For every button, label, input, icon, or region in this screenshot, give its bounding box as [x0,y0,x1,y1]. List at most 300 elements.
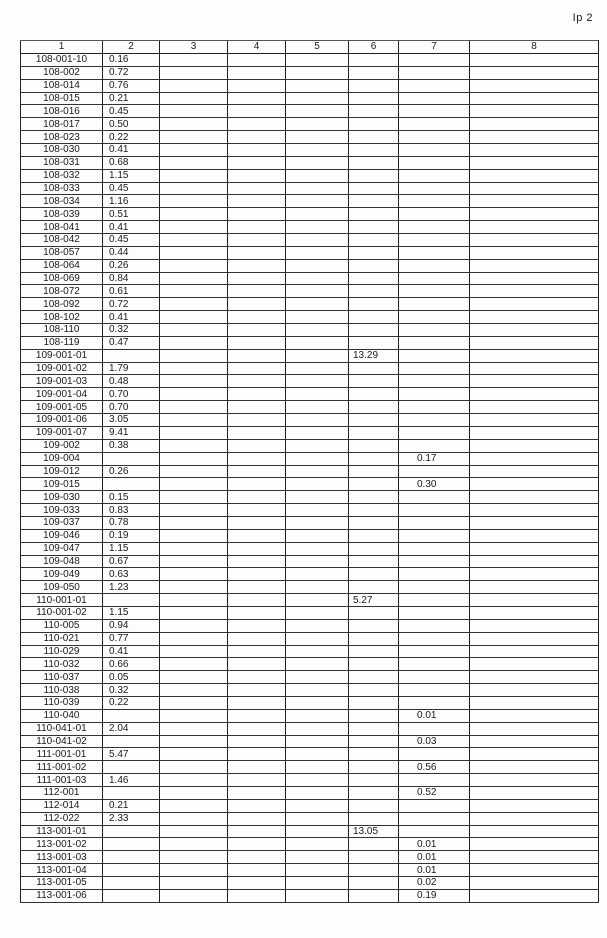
cell-col-4 [228,234,286,247]
cell-col-2: 9.41 [103,426,160,439]
cell-col-2: 0.41 [103,645,160,658]
cell-col-7 [399,684,470,697]
cell-col-7 [399,285,470,298]
cell-col-3 [160,606,228,619]
cell-parcel-id: 108-072 [21,285,103,298]
cell-parcel-id: 111-001-03 [21,774,103,787]
cell-col-4 [228,195,286,208]
cell-col-8 [470,54,599,67]
cell-col-7 [399,671,470,684]
table-row [21,66,599,79]
cell-col-8 [470,889,599,902]
cell-col-4 [228,594,286,607]
table-body [21,54,599,903]
cell-col-8 [470,542,599,555]
cell-col-6 [349,722,399,735]
table-row [21,221,599,234]
cell-parcel-id: 110-001-01 [21,594,103,607]
cell-col-3 [160,105,228,118]
cell-col-7: 0.30 [399,478,470,491]
table-row [21,504,599,517]
cell-col-3 [160,864,228,877]
cell-col-5 [286,349,349,362]
cell-col-7 [399,221,470,234]
cell-parcel-id: 108-031 [21,156,103,169]
cell-col-5 [286,388,349,401]
cell-col-6 [349,774,399,787]
table-row [21,465,599,478]
cell-col-8 [470,645,599,658]
cell-col-4 [228,684,286,697]
cell-col-5 [286,632,349,645]
cell-col-3 [160,696,228,709]
cell-col-5 [286,439,349,452]
table-row [21,246,599,259]
cell-col-4 [228,362,286,375]
cell-col-2: 1.15 [103,542,160,555]
cell-col-8 [470,812,599,825]
cell-parcel-id: 110-005 [21,619,103,632]
cell-parcel-id: 109-002 [21,439,103,452]
cell-col-5 [286,542,349,555]
cell-col-6 [349,234,399,247]
cell-col-7 [399,324,470,337]
cell-col-3 [160,465,228,478]
cell-col-3 [160,748,228,761]
cell-col-7 [399,234,470,247]
cell-col-6 [349,568,399,581]
cell-col-3 [160,324,228,337]
cell-col-4 [228,709,286,722]
cell-col-6 [349,632,399,645]
cell-col-3 [160,594,228,607]
cell-col-2 [103,786,160,799]
table-row [21,709,599,722]
cell-parcel-id: 112-001 [21,786,103,799]
cell-col-7: 0.56 [399,761,470,774]
cell-parcel-id: 110-039 [21,696,103,709]
cell-col-5 [286,606,349,619]
cell-col-6 [349,144,399,157]
cell-parcel-id: 109-050 [21,581,103,594]
cell-col-2: 0.78 [103,516,160,529]
cell-col-4 [228,208,286,221]
cell-col-7 [399,105,470,118]
cell-col-7: 0.01 [399,864,470,877]
cell-col-5 [286,619,349,632]
cell-col-7 [399,131,470,144]
table-row [21,748,599,761]
cell-col-8 [470,594,599,607]
cell-col-2 [103,478,160,491]
cell-col-5 [286,285,349,298]
cell-col-3 [160,491,228,504]
cell-col-6 [349,581,399,594]
cell-col-8 [470,246,599,259]
cell-col-4 [228,311,286,324]
cell-col-6 [349,401,399,414]
cell-col-7 [399,144,470,157]
cell-col-8 [470,401,599,414]
cell-col-6 [349,118,399,131]
cell-col-2: 1.15 [103,169,160,182]
cell-col-5 [286,645,349,658]
cell-col-6: 13.05 [349,825,399,838]
cell-col-6 [349,426,399,439]
cell-col-2 [103,709,160,722]
cell-col-2: 0.50 [103,118,160,131]
cell-col-7 [399,79,470,92]
cell-col-2: 0.38 [103,439,160,452]
cell-col-3 [160,66,228,79]
cell-col-7 [399,169,470,182]
cell-col-2: 0.76 [103,79,160,92]
cell-parcel-id: 110-038 [21,684,103,697]
cell-col-4 [228,54,286,67]
table-row [21,336,599,349]
cell-col-6 [349,414,399,427]
cell-col-2 [103,864,160,877]
cell-col-6 [349,555,399,568]
cell-col-3 [160,298,228,311]
cell-col-2: 0.22 [103,696,160,709]
cell-col-8 [470,504,599,517]
cell-col-2: 1.15 [103,606,160,619]
cell-col-2: 0.32 [103,684,160,697]
cell-parcel-id: 108-033 [21,182,103,195]
cell-col-5 [286,336,349,349]
cell-col-2: 0.66 [103,658,160,671]
cell-col-2 [103,349,160,362]
cell-col-8 [470,516,599,529]
cell-col-7 [399,581,470,594]
cell-col-5 [286,105,349,118]
cell-col-2 [103,452,160,465]
cell-col-3 [160,311,228,324]
cell-col-3 [160,208,228,221]
cell-col-7 [399,555,470,568]
cell-col-5 [286,478,349,491]
cell-col-3 [160,234,228,247]
cell-col-3 [160,79,228,92]
cell-col-6 [349,619,399,632]
cell-col-6 [349,285,399,298]
cell-parcel-id: 109-001-01 [21,349,103,362]
cell-col-5 [286,786,349,799]
cell-col-5 [286,66,349,79]
cell-col-4 [228,581,286,594]
cell-col-3 [160,877,228,890]
cell-col-4 [228,79,286,92]
cell-col-4 [228,812,286,825]
cell-col-5 [286,234,349,247]
cell-col-6 [349,761,399,774]
cell-parcel-id: 109-001-02 [21,362,103,375]
cell-col-6 [349,388,399,401]
cell-parcel-id: 109-004 [21,452,103,465]
cell-col-3 [160,632,228,645]
cell-col-4 [228,388,286,401]
cell-col-8 [470,259,599,272]
cell-col-6 [349,362,399,375]
cell-col-8 [470,156,599,169]
cell-col-6 [349,645,399,658]
cell-col-4 [228,889,286,902]
table-row [21,131,599,144]
table-row [21,426,599,439]
cell-col-6 [349,542,399,555]
cell-col-6 [349,877,399,890]
cell-col-6 [349,709,399,722]
cell-col-6 [349,516,399,529]
cell-col-3 [160,516,228,529]
cell-col-7 [399,632,470,645]
cell-col-4 [228,298,286,311]
cell-col-2: 0.70 [103,401,160,414]
cell-col-4 [228,272,286,285]
cell-col-5 [286,696,349,709]
cell-col-8 [470,632,599,645]
cell-col-8 [470,169,599,182]
cell-col-3 [160,272,228,285]
cell-col-4 [228,748,286,761]
cell-parcel-id: 108-014 [21,79,103,92]
cell-col-5 [286,709,349,722]
cell-col-2: 3.05 [103,414,160,427]
cell-col-8 [470,452,599,465]
cell-col-7 [399,195,470,208]
cell-parcel-id: 111-001-02 [21,761,103,774]
table-row [21,452,599,465]
cell-parcel-id: 109-001-05 [21,401,103,414]
cell-col-4 [228,658,286,671]
cell-col-5 [286,362,349,375]
cell-col-3 [160,658,228,671]
cell-col-5 [286,516,349,529]
cell-parcel-id: 108-017 [21,118,103,131]
cell-parcel-id: 109-030 [21,491,103,504]
cell-col-5 [286,748,349,761]
cell-col-7 [399,606,470,619]
cell-col-8 [470,864,599,877]
cell-col-7 [399,748,470,761]
cell-col-3 [160,144,228,157]
cell-parcel-id: 108-030 [21,144,103,157]
cell-parcel-id: 110-037 [21,671,103,684]
cell-col-6: 13.29 [349,349,399,362]
cell-parcel-id: 108-034 [21,195,103,208]
cell-col-5 [286,658,349,671]
cell-col-6 [349,491,399,504]
cell-col-5 [286,722,349,735]
cell-col-3 [160,684,228,697]
cell-col-4 [228,786,286,799]
cell-col-8 [470,105,599,118]
cell-col-7 [399,259,470,272]
cell-col-8 [470,877,599,890]
cell-col-6 [349,92,399,105]
table-row [21,851,599,864]
cell-parcel-id: 108-119 [21,336,103,349]
cell-col-2: 0.51 [103,208,160,221]
cell-col-2 [103,851,160,864]
table-row [21,632,599,645]
cell-col-7 [399,414,470,427]
cell-parcel-id: 109-001-06 [21,414,103,427]
cell-col-7 [399,799,470,812]
cell-col-4 [228,478,286,491]
cell-col-4 [228,864,286,877]
cell-col-3 [160,709,228,722]
cell-col-8 [470,66,599,79]
column-header-7: 7 [399,41,470,54]
cell-col-4 [228,144,286,157]
cell-col-8 [470,285,599,298]
table-row [21,311,599,324]
column-header-3: 3 [160,41,228,54]
cell-col-5 [286,401,349,414]
cell-col-4 [228,426,286,439]
table-row [21,581,599,594]
cell-col-8 [470,324,599,337]
cell-col-2: 2.04 [103,722,160,735]
cell-parcel-id: 108-039 [21,208,103,221]
cell-col-6 [349,478,399,491]
cell-col-8 [470,298,599,311]
table-row [21,606,599,619]
cell-col-7: 0.52 [399,786,470,799]
cell-col-6 [349,735,399,748]
cell-col-7 [399,529,470,542]
cell-parcel-id: 108-041 [21,221,103,234]
cell-col-8 [470,311,599,324]
cell-col-8 [470,426,599,439]
cell-col-4 [228,105,286,118]
cell-col-3 [160,118,228,131]
cell-col-6 [349,54,399,67]
cell-col-7 [399,722,470,735]
cell-col-7 [399,388,470,401]
table-row [21,722,599,735]
table-row [21,401,599,414]
cell-col-8 [470,388,599,401]
cell-col-4 [228,375,286,388]
cell-col-2: 1.23 [103,581,160,594]
table-row [21,838,599,851]
cell-col-7 [399,311,470,324]
table-row [21,349,599,362]
table-row [21,735,599,748]
cell-col-6 [349,748,399,761]
column-header-5: 5 [286,41,349,54]
cell-parcel-id: 109-047 [21,542,103,555]
cell-col-4 [228,645,286,658]
table-row [21,761,599,774]
cell-col-2: 0.68 [103,156,160,169]
table-row [21,272,599,285]
cell-col-8 [470,568,599,581]
cell-col-8 [470,619,599,632]
cell-col-2 [103,825,160,838]
table-row [21,516,599,529]
table-row [21,619,599,632]
cell-col-6 [349,156,399,169]
cell-col-8 [470,709,599,722]
cell-col-7: 0.01 [399,851,470,864]
cell-col-7 [399,336,470,349]
cell-col-5 [286,246,349,259]
cell-col-7 [399,362,470,375]
cell-col-3 [160,221,228,234]
cell-col-5 [286,735,349,748]
cell-col-8 [470,696,599,709]
cell-col-2 [103,838,160,851]
table-row [21,491,599,504]
table-row [21,696,599,709]
cell-col-5 [286,594,349,607]
cell-col-4 [228,722,286,735]
cell-col-2: 0.84 [103,272,160,285]
cell-col-5 [286,825,349,838]
cell-col-5 [286,812,349,825]
cell-col-5 [286,144,349,157]
cell-col-2: 0.15 [103,491,160,504]
cell-col-2: 0.77 [103,632,160,645]
cell-col-3 [160,182,228,195]
cell-col-4 [228,221,286,234]
cell-col-8 [470,529,599,542]
cell-col-6 [349,131,399,144]
cell-col-7 [399,812,470,825]
table-row [21,529,599,542]
cell-col-2: 0.63 [103,568,160,581]
cell-col-4 [228,838,286,851]
cell-col-5 [286,426,349,439]
cell-parcel-id: 108-001-10 [21,54,103,67]
cell-col-8 [470,362,599,375]
cell-col-7 [399,491,470,504]
column-header-6: 6 [349,41,399,54]
cell-col-2: 0.41 [103,144,160,157]
column-header-4: 4 [228,41,286,54]
cell-col-2: 5.47 [103,748,160,761]
cell-col-8 [470,79,599,92]
table-row [21,594,599,607]
parcel-table [20,40,599,903]
cell-col-6 [349,812,399,825]
cell-col-4 [228,349,286,362]
cell-col-6 [349,182,399,195]
table-row [21,92,599,105]
cell-parcel-id: 109-048 [21,555,103,568]
cell-parcel-id: 112-014 [21,799,103,812]
cell-parcel-id: 108-092 [21,298,103,311]
cell-col-6 [349,606,399,619]
cell-parcel-id: 108-069 [21,272,103,285]
cell-parcel-id: 113-001-05 [21,877,103,890]
cell-col-2: 0.94 [103,619,160,632]
cell-col-8 [470,465,599,478]
table-row [21,208,599,221]
cell-col-3 [160,774,228,787]
cell-col-4 [228,336,286,349]
table-row [21,324,599,337]
cell-col-6 [349,786,399,799]
cell-col-7 [399,619,470,632]
cell-col-8 [470,349,599,362]
cell-parcel-id: 113-001-04 [21,864,103,877]
cell-col-8 [470,118,599,131]
